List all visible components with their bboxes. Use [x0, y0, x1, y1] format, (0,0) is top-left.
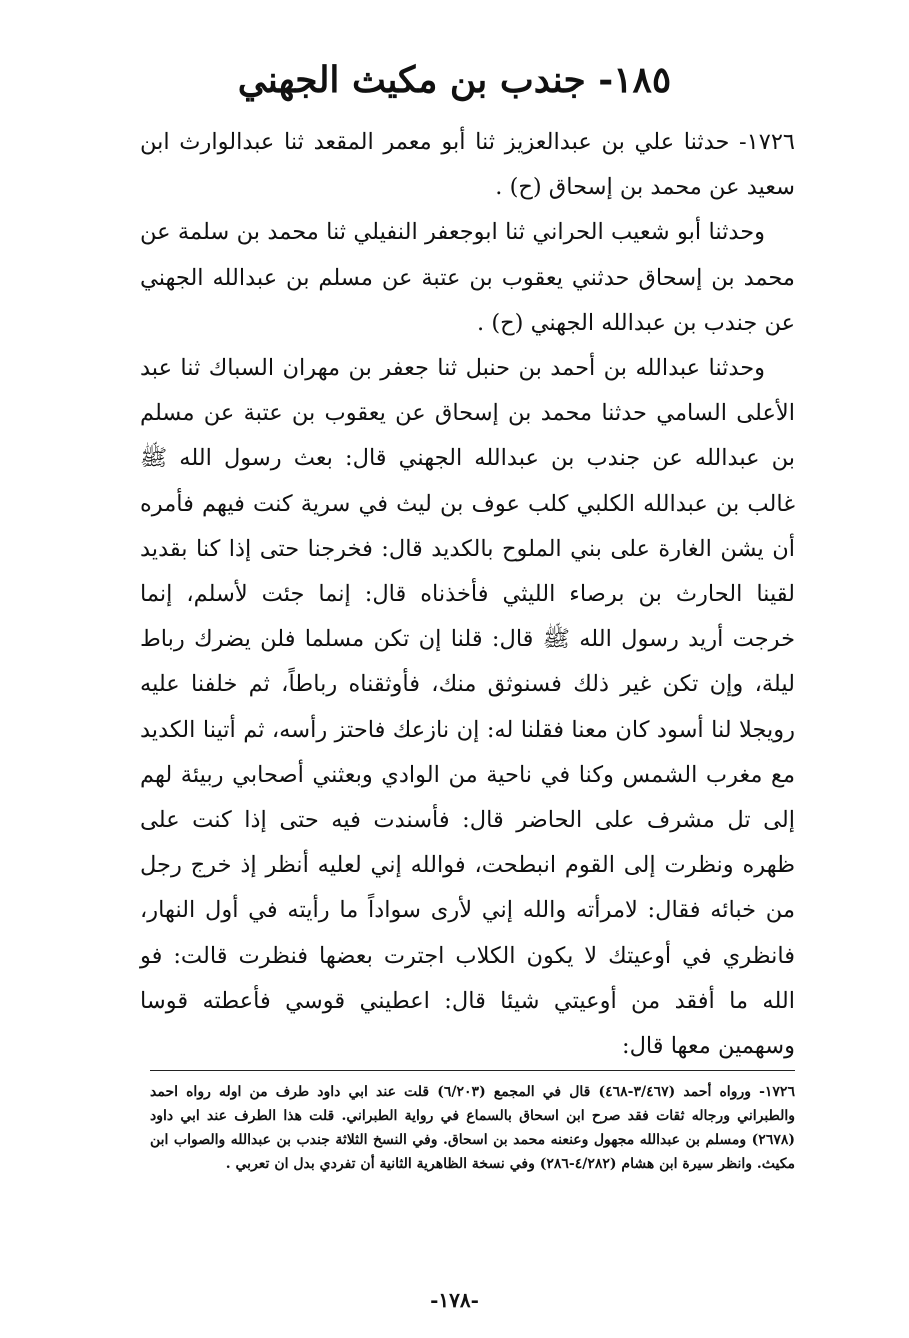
hadith-chain-1: ١٧٢٦- حدثنا علي بن عبدالعزيز ثنا أبو معمر المقعد ثنا عبدالوارث ابن سعيد عن محمد بن إسحاق (ح) .	[140, 129, 795, 201]
page-number: -١٧٨-	[430, 1288, 479, 1312]
main-text	[140, 120, 795, 1069]
hadith-chain-2: وحدثنا أبو شعيب الحراني ثنا ابوجعفر النفيلي ثنا محمد بن سلمة عن محمد بن إسحاق حدثني يعقوب بن عتبة عن مسلم بن عبدالله الجهني عن جندب بن عبدالله الجهني (ح) .	[140, 219, 795, 336]
hadith-chain-3: وحدثنا عبدالله بن أحمد بن حنبل ثنا جعفر بن مهران السباك ثنا عبد الأعلى السامي حدثنا محمد بن إسحاق عن يعقوب بن عتبة عن مسلم بن عبدالله عن جندب بن عبدالله الجهني قال: بعث رسول الله ﷺ غالب بن عبدالله الكلبي كلب عوف بن ليث في سرية كنت فيهم فأمره أن يشن الغارة على بني الملوح بالكديد قال: فخرجنا حتى إذا كنا بقديد لقينا الحارث بن برصاء الليثي فأخذناه قال: إنما جئت لأسلم، إنما خرجت أريد رسول الله ﷺ قال: قلنا إن تكن مسلما فلن يضرك رباط ليلة، وإن تكن غير ذلك فسنوثق منك، فأوثقناه رباطاً، ثم خلفنا عليه رويجلا لنا أسود كان معنا فقلنا له: إن نازعك فاحتز رأسه، ثم أتينا الكديد مع مغرب الشمس وكنا في ناحية من الوادي وبعثني أصحابي ربيئة لهم إلى تل مشرف على الحاضر قال: فأسندت فيه حتى إذا كنت على ظهره ونظرت إلى القوم انبطحت، فوالله إني لعليه أنظر إذ خرج رجل من خبائه فقال: لامرأته والله إني لأرى سواداً ما رأيته في أول النهار، فانظري في أوعيتك لا يكون الكلاب اجترت بعضها فنظرت قالت: فو الله ما أفقد من أوعيتي شيئا قال: اعطيني قوسي فأعطته قوسا وسهمين معها قال:	[140, 355, 795, 1060]
footnote-divider	[150, 1070, 795, 1071]
chapter-heading: ١٨٥- جندب بن مكيث الجهني	[237, 59, 672, 101]
footnote	[150, 1080, 795, 1176]
footnote-text: ١٧٢٦- ورواه أحمد (٣/٤٦٧-٤٦٨) قال في المجمع (٦/٢٠٣) قلت عند ابي داود طرف من اوله رواه احمد والطبراني ورجاله ثقات فقد صرح ابن اسحاق بالسماع في رواية الطبراني. قلت هذا الطرف عند ابي داود (٢٦٧٨) ومسلم بن عبدالله مجهول وعنعنه محمد بن اسحاق. وفي النسخ الثلاثة جندب بن عبدالله والصواب ابن مكيث. وانظر سيرة ابن هشام (٤/٢٨٢-٢٨٦) وفي نسخة الظاهرية الثانية أن تفردي بدل ان تعربي .	[150, 1084, 795, 1172]
